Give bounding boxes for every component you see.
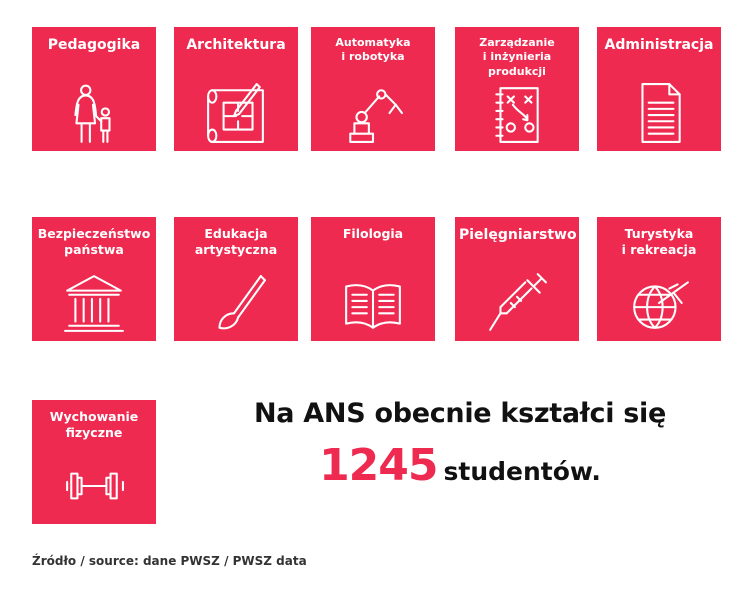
globe-plane-icon — [597, 271, 721, 335]
tile-edukacja-artystyczna — [174, 217, 298, 341]
student-count-line — [200, 440, 720, 491]
tile-label: Automatyka i robotyka — [335, 36, 411, 64]
tile-label: Administracja — [604, 37, 714, 53]
tile-label: Wychowanie fizyczne — [49, 409, 139, 441]
government-building-icon — [32, 271, 156, 335]
source-note: Źródło / source: dane PWSZ / PWSZ data — [32, 554, 307, 568]
student-count-unit: studentów. — [443, 457, 601, 486]
tile-label: Bezpieczeństwo państwa — [37, 226, 151, 258]
tile-label: Edukacja artystyczna — [194, 226, 278, 258]
parent-child-icon — [32, 81, 156, 145]
tile-label: Filologia — [342, 226, 404, 241]
blueprint-icon — [174, 81, 298, 145]
tile-administracja — [597, 27, 721, 151]
dumbbell-icon — [32, 454, 156, 518]
tile-label: Pielęgniarstwo — [459, 227, 577, 243]
document-icon — [597, 81, 721, 145]
tile-bezpieczenstwo — [32, 217, 156, 341]
tile-pielegniarstwo — [455, 217, 579, 341]
tile-automatyka — [311, 27, 435, 151]
tile-turystyka — [597, 217, 721, 341]
paintbrush-icon — [174, 271, 298, 335]
tile-label: Turystyka i rekreacja — [621, 226, 697, 258]
tile-label: Pedagogika — [47, 37, 141, 53]
headline: Na ANS obecnie kształci się — [253, 398, 667, 429]
robot-arm-icon — [311, 81, 435, 145]
tile-wychowanie-fizyczne — [32, 400, 156, 524]
tile-filologia — [311, 217, 435, 341]
tile-architektura — [174, 27, 298, 151]
strategy-notebook-icon — [455, 81, 579, 145]
open-book-icon — [311, 271, 435, 335]
tile-zarzadzanie — [455, 27, 579, 151]
student-count: 1245 — [319, 440, 438, 491]
syringe-icon — [455, 271, 579, 335]
tile-label: Architektura — [186, 37, 286, 53]
tile-pedagogika — [32, 27, 156, 151]
tile-label: Zarządzanie i inżynieria produkcji — [479, 36, 555, 78]
